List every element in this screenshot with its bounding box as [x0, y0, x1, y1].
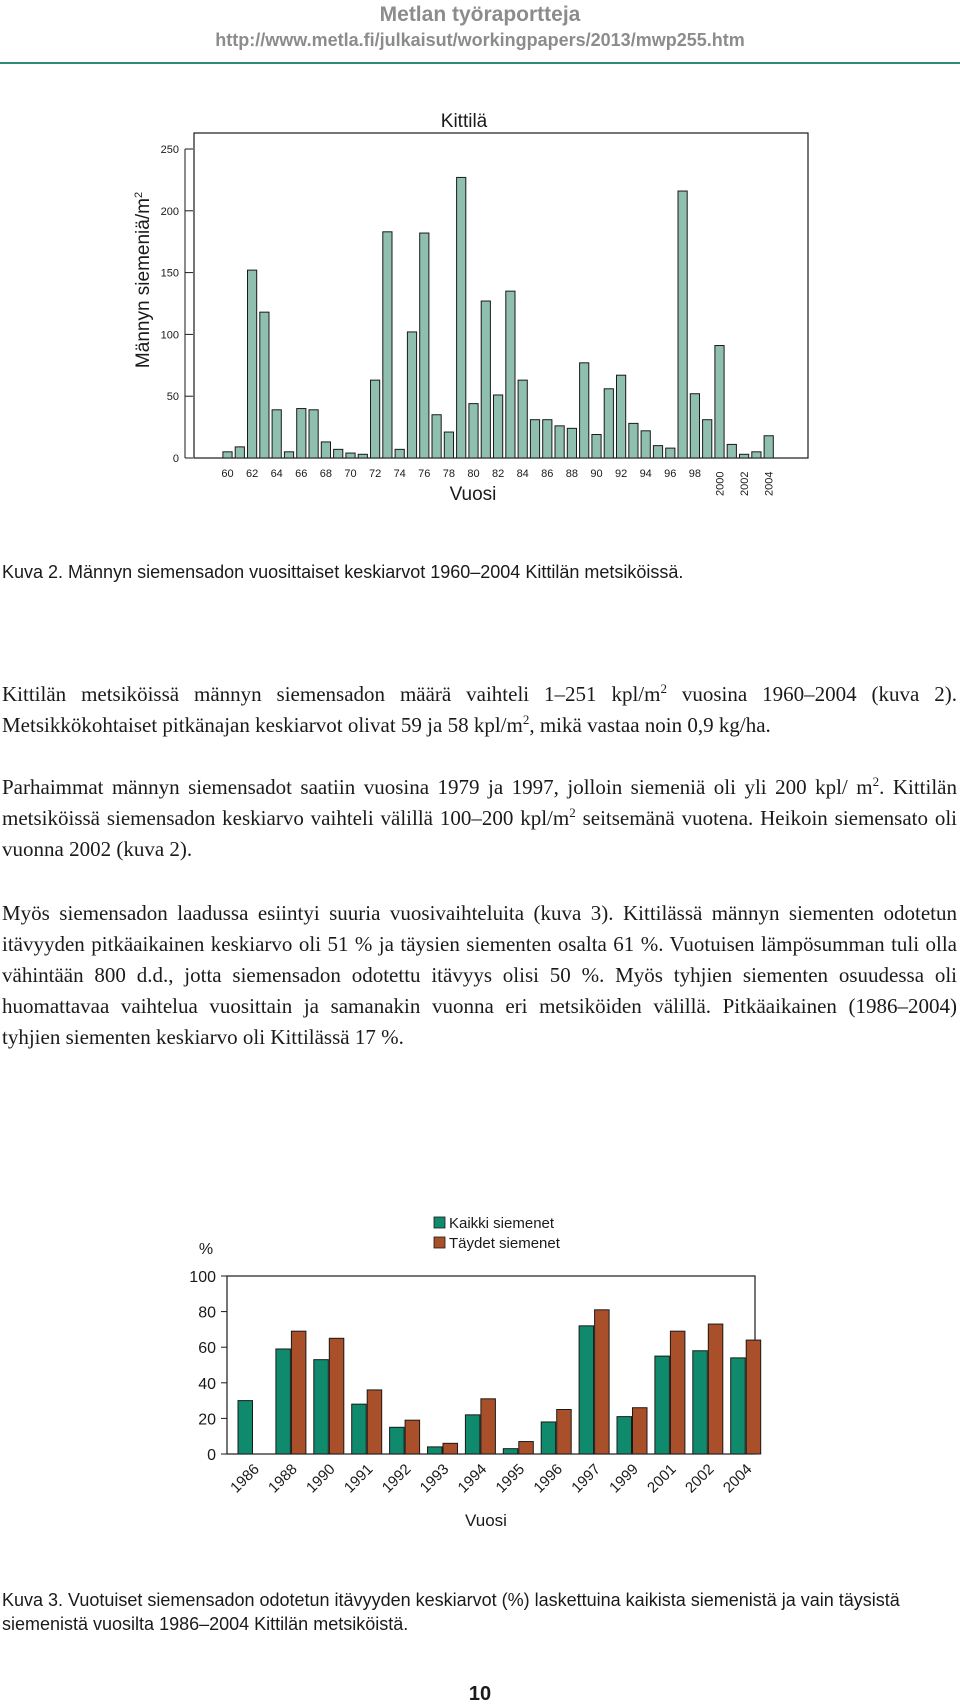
x-tick-label: 80	[467, 468, 480, 480]
bar	[420, 233, 429, 458]
bar	[595, 1310, 610, 1454]
x-tick-labels	[227, 1461, 755, 1497]
x-tick-label: 64	[270, 468, 283, 480]
p2-sup-1: 2	[872, 774, 880, 789]
bar	[633, 1408, 648, 1454]
legend-label: Kaikki siemenet	[449, 1215, 555, 1232]
paragraph-3: Myös siemensadon laadussa esiintyi suuria vuosivaihteluita (kuva 3). Kittilässä männyn siementen odotetun itävyyden pitkäaikainen keskiarvo oli 51 % ja täysien siementen osalta 61 %. Vuotuisen lämpösumman tuli olla vähintään 800 d.d., jotta siemensadon odotettu itävyys olisi 50 %. Myös tyhjien siementen osuudessa oli huomattavaa vaihtelua vuosittain ja samanakin vuonna eri metsiköiden välillä. Pitkäaikainen (1986–2004) tyhjien siementen keskiarvo oli Kittilässä 17 %.	[2, 901, 957, 1049]
bar	[655, 1356, 670, 1454]
x-tick-label: 78	[442, 468, 456, 480]
bar	[443, 1443, 458, 1454]
x-tick-label: 94	[639, 468, 652, 480]
x-tick-label: 84	[516, 468, 529, 480]
y-tick-label: 150	[160, 267, 179, 280]
x-tick-label: 74	[393, 468, 406, 480]
bar	[407, 332, 416, 458]
y-tick-label: 50	[166, 391, 179, 404]
bar	[260, 312, 269, 458]
bar	[358, 454, 367, 458]
bar	[272, 410, 281, 458]
x-tick-label: 66	[295, 468, 308, 480]
bar	[367, 1390, 382, 1454]
legend-swatch	[434, 1237, 445, 1248]
x-tick-label: 1986	[227, 1460, 263, 1497]
bar	[519, 1442, 534, 1454]
bar	[617, 1417, 632, 1454]
p2-text-b: . Kittilän metsiköissä siemensadon keskiarvo vaihteli välillä 100–200 kpl/m	[2, 775, 957, 830]
bar	[334, 449, 343, 458]
y-tick-label: 60	[198, 1340, 216, 1358]
bar	[395, 449, 404, 458]
x-tick-label: 2004	[719, 1460, 756, 1497]
p2-text-a: Parhaimmat männyn siemensadot saatiin vuosina 1979 ja 1997, jolloin siemeniä oli yli 200 kpl/ m	[2, 775, 873, 799]
chart-title: Kittilä	[440, 111, 488, 132]
x-tick-label: 72	[368, 468, 382, 480]
legend-swatch	[434, 1217, 445, 1228]
x-tick-label: 1997	[568, 1460, 604, 1497]
x-tick-label: 76	[418, 468, 431, 480]
p2-sup-2: 2	[569, 805, 576, 820]
bar	[321, 442, 330, 458]
legend-label: Täydet siemenet	[449, 1235, 560, 1252]
bar	[746, 1340, 761, 1454]
bar	[314, 1360, 329, 1454]
x-tick-label: 88	[565, 468, 579, 480]
y-tick-label: 80	[198, 1304, 216, 1322]
bar	[731, 1358, 746, 1454]
x-tick-label: 82	[491, 468, 505, 480]
bar	[752, 452, 761, 458]
bar	[329, 1338, 344, 1454]
bar	[223, 452, 232, 458]
bar	[309, 410, 318, 458]
x-tick-label: 96	[664, 468, 677, 480]
bar	[670, 1331, 685, 1454]
bar	[727, 444, 736, 458]
bar	[543, 420, 552, 458]
series-title: Metlan työraportteja	[379, 3, 581, 26]
bar	[346, 453, 355, 458]
bar	[432, 415, 441, 458]
bar	[703, 420, 712, 458]
bar	[235, 447, 244, 458]
x-tick-label: 1988	[265, 1460, 301, 1497]
x-tick-label: 92	[614, 468, 628, 480]
bar	[740, 454, 749, 458]
x-tick-label: 60	[221, 468, 234, 480]
bar	[518, 380, 527, 458]
x-tick-label: 90	[590, 468, 603, 480]
x-tick-labels	[221, 468, 775, 496]
bar	[481, 301, 490, 458]
y-tick-label: 250	[160, 144, 179, 156]
y-tick-label: 0	[207, 1447, 216, 1464]
p1-sup-1: 2	[660, 681, 667, 696]
bar	[690, 394, 699, 458]
bar	[617, 375, 626, 458]
x-axis-label: Vuosi	[449, 484, 497, 505]
bar	[465, 1415, 480, 1454]
p1-text-c: , mikä vastaa noin 0,9 kg/ha.	[529, 713, 771, 737]
y-ticks	[161, 144, 193, 465]
y-tick-label: 0	[172, 453, 179, 465]
bars	[223, 177, 773, 458]
bar	[284, 452, 293, 458]
x-tick-label: 1990	[303, 1460, 339, 1497]
y-tick-label: 100	[189, 1269, 216, 1286]
bar	[604, 389, 613, 458]
y-ticks	[189, 1269, 227, 1464]
x-tick-label: 1993	[416, 1460, 453, 1497]
paragraph-2	[2, 772, 957, 865]
seed-crop-chart	[0, 0, 960, 560]
bar	[530, 420, 539, 458]
x-tick-label: 1999	[606, 1460, 642, 1497]
bar	[541, 1422, 556, 1454]
bar	[557, 1410, 572, 1455]
bar	[715, 346, 724, 458]
bar	[481, 1399, 496, 1454]
legend	[434, 1215, 561, 1252]
bar	[503, 1449, 518, 1454]
bar	[764, 436, 773, 458]
x-tick-label: 1994	[454, 1460, 491, 1497]
bar	[666, 448, 675, 458]
bar	[469, 404, 478, 458]
y-axis-label-text: Männyn siemeniä/m	[133, 198, 154, 369]
bar	[248, 270, 257, 458]
x-tick-label: 1991	[340, 1460, 377, 1497]
bars	[238, 1310, 761, 1454]
bar	[291, 1331, 306, 1454]
p2-text-c: seitsemänä vuotena. Heikoin siemensato oli vuonna 2002 (kuva 2).	[2, 806, 957, 861]
bar	[592, 435, 601, 458]
bar	[371, 380, 380, 458]
bar	[506, 291, 515, 458]
page-number: 10	[468, 1683, 492, 1705]
x-tick-label: 68	[319, 468, 333, 480]
y-axis-label-sup: 2	[133, 191, 145, 199]
bar	[405, 1420, 420, 1454]
bar	[678, 191, 687, 458]
germination-chart	[0, 1200, 960, 1540]
bar	[428, 1447, 443, 1454]
bar	[641, 431, 650, 458]
y-unit-label: %	[198, 1241, 214, 1258]
x-tick-label: 2001	[644, 1460, 680, 1497]
x-tick-label: 2000	[714, 471, 727, 496]
x-tick-label: 1995	[492, 1460, 529, 1497]
x-tick-label: 98	[688, 468, 702, 480]
figure-2-caption: Kuva 2. Männyn siemensadon vuosittaiset keskiarvot 1960–2004 Kittilän metsiköissä.	[2, 562, 684, 582]
y-tick-label: 200	[160, 205, 179, 218]
figure-3-caption: Kuva 3. Vuotuiset siemensadon odotetun itävyyden keskiarvot (%) laskettuina kaikista siemenistä ja vain täysistä siemenistä vuosilta 1986–2004 Kittilän metsiköistä.	[2, 1590, 900, 1634]
bar	[555, 426, 564, 458]
bar	[352, 1404, 367, 1454]
x-axis-label: Vuosi	[465, 1511, 507, 1530]
bar	[297, 409, 306, 458]
bar	[708, 1324, 723, 1454]
x-tick-label: 2002	[682, 1460, 718, 1497]
bar	[383, 232, 392, 458]
bar	[629, 423, 638, 458]
bar	[580, 363, 589, 458]
x-tick-label: 70	[344, 468, 357, 480]
y-tick-label: 40	[198, 1375, 216, 1393]
x-tick-label: 2004	[763, 471, 776, 496]
y-axis-label	[133, 192, 154, 368]
x-tick-label: 1996	[530, 1460, 567, 1497]
bar	[693, 1351, 708, 1454]
bar	[276, 1349, 291, 1454]
p1-text-a: Kittilän metsiköissä männyn siemensadon määrä vaihteli 1–251 kpl/m	[2, 682, 661, 706]
header-url[interactable]: http://www.metla.fi/julkaisut/workingpapers/2013/mwp255.htm	[215, 30, 745, 50]
paragraph-1	[2, 679, 957, 741]
y-tick-label: 100	[160, 329, 179, 342]
bar	[494, 395, 503, 458]
p1-text-b: vuosina 1960–2004 (kuva 2). Metsikkökohtaiset pitkänajan keskiarvot olivat 59 ja 58 kpl/m	[2, 682, 957, 737]
x-tick-label: 62	[245, 468, 259, 480]
bar	[238, 1401, 253, 1454]
y-tick-label: 20	[198, 1411, 216, 1429]
p1-sup-2: 2	[522, 712, 530, 727]
bar	[444, 432, 453, 458]
bar	[579, 1326, 594, 1454]
x-tick-label: 86	[541, 468, 554, 480]
bar	[390, 1427, 405, 1454]
bar	[457, 177, 466, 458]
bar	[653, 446, 662, 458]
bar	[567, 428, 576, 458]
x-tick-label: 2002	[739, 471, 752, 496]
x-tick-label: 1992	[378, 1460, 415, 1497]
